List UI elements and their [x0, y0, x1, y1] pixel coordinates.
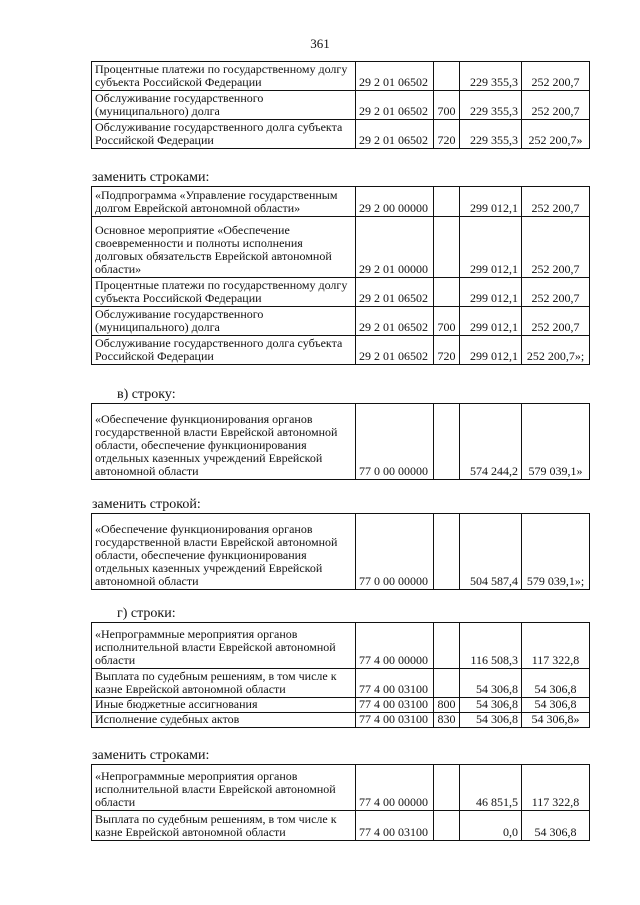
row-code: 77 4 00 03100	[356, 713, 434, 728]
row-value-1: 299 012,1	[460, 336, 522, 365]
row-vr	[434, 669, 460, 698]
table-row	[92, 811, 590, 841]
row-name: Процентные платежи по государственному долгу субъекта Российской Федерации	[92, 278, 356, 307]
row-value-2: 117 322,8	[522, 623, 590, 669]
row-vr: 700	[434, 91, 460, 120]
table-row	[92, 698, 590, 713]
row-code: 77 4 00 03100	[356, 669, 434, 698]
row-value-1: 229 355,3	[460, 62, 522, 91]
row-code: 29 2 00 00000	[356, 187, 434, 217]
row-vr	[434, 765, 460, 811]
row-value-1: 116 508,3	[460, 623, 522, 669]
row-code: 29 2 01 06502	[356, 307, 434, 336]
row-name: Обслуживание государственного долга субъекта Российской Федерации	[92, 336, 356, 365]
row-value-1: 299 012,1	[460, 307, 522, 336]
section-label: заменить строками:	[92, 170, 210, 185]
row-name: Выплата по судебным решениям, в том числе к казне Еврейской автономной области	[92, 811, 356, 841]
row-vr	[434, 62, 460, 91]
row-value-1: 54 306,8	[460, 713, 522, 728]
budget-table-original-g	[91, 622, 590, 728]
row-value-2: 252 200,7»;	[522, 336, 590, 365]
table-row	[92, 623, 590, 669]
section-label: заменить строкой:	[92, 497, 201, 512]
row-value-1: 54 306,8	[460, 698, 522, 713]
row-name: Обслуживание государственного долга субъекта Российской Федерации	[92, 120, 356, 149]
row-name: Исполнение судебных актов	[92, 713, 356, 728]
row-code: 29 2 01 00000	[356, 217, 434, 278]
table-row	[92, 217, 590, 278]
budget-table-replacement-1	[91, 186, 590, 365]
budget-table-continued	[91, 61, 590, 149]
section-label: заменить строками:	[92, 748, 210, 763]
row-value-1: 574 244,2	[460, 404, 522, 480]
row-value-1: 229 355,3	[460, 91, 522, 120]
row-value-2: 54 306,8»	[522, 713, 590, 728]
row-vr: 830	[434, 713, 460, 728]
table-row	[92, 187, 590, 217]
row-name: Основное мероприятие «Обеспечение своевременности и полноты исполнения долговых обязательств Еврейской автономной области»	[92, 217, 356, 278]
row-value-2: 252 200,7»	[522, 120, 590, 149]
budget-table-replacement-v	[91, 513, 590, 590]
row-vr: 700	[434, 307, 460, 336]
row-vr	[434, 404, 460, 480]
row-value-2: 54 306,8	[522, 811, 590, 841]
row-code: 29 2 01 06502	[356, 336, 434, 365]
row-vr: 720	[434, 120, 460, 149]
row-code: 77 4 00 00000	[356, 623, 434, 669]
row-value-2: 252 200,7	[522, 62, 590, 91]
row-vr	[434, 217, 460, 278]
row-value-2: 117 322,8	[522, 765, 590, 811]
row-value-2: 54 306,8	[522, 669, 590, 698]
row-value-1: 299 012,1	[460, 217, 522, 278]
row-value-1: 504 587,4	[460, 514, 522, 590]
row-code: 29 2 01 06502	[356, 120, 434, 149]
row-value-1: 229 355,3	[460, 120, 522, 149]
row-code: 77 0 00 00000	[356, 404, 434, 480]
row-name: Процентные платежи по государственному долгу субъекта Российской Федерации	[92, 62, 356, 91]
table-row	[92, 307, 590, 336]
row-value-2: 252 200,7	[522, 217, 590, 278]
row-value-2: 579 039,1»	[522, 404, 590, 480]
table-row	[92, 91, 590, 120]
row-value-2: 252 200,7	[522, 307, 590, 336]
row-vr	[434, 514, 460, 590]
row-name: Обслуживание государственного (муниципального) долга	[92, 91, 356, 120]
row-value-2: 579 039,1»;	[522, 514, 590, 590]
row-code: 77 4 00 03100	[356, 698, 434, 713]
row-value-2: 252 200,7	[522, 91, 590, 120]
row-code: 77 0 00 00000	[356, 514, 434, 590]
row-vr: 800	[434, 698, 460, 713]
row-name: «Обеспечение функционирования органов государственной власти Еврейской автономной области, обеспечение функционирования отдельных казенных учреждений Еврейской автономной области	[92, 514, 356, 590]
row-name: «Непрограммные мероприятия органов исполнительной власти Еврейской автономной области	[92, 623, 356, 669]
table-row	[92, 713, 590, 728]
row-name: Иные бюджетные ассигнования	[92, 698, 356, 713]
table-row	[92, 278, 590, 307]
row-vr	[434, 187, 460, 217]
table-row	[92, 336, 590, 365]
table-row	[92, 514, 590, 590]
row-code: 77 4 00 00000	[356, 765, 434, 811]
row-code: 77 4 00 03100	[356, 811, 434, 841]
section-label: в) строку:	[117, 387, 176, 402]
row-name: Обслуживание государственного (муниципального) долга	[92, 307, 356, 336]
row-value-1: 0,0	[460, 811, 522, 841]
row-name: «Подпрограмма «Управление государственным долгом Еврейской автономной области»	[92, 187, 356, 217]
row-value-2: 252 200,7	[522, 278, 590, 307]
row-code: 29 2 01 06502	[356, 91, 434, 120]
row-value-1: 299 012,1	[460, 187, 522, 217]
row-vr: 720	[434, 336, 460, 365]
row-value-1: 299 012,1	[460, 278, 522, 307]
row-name: Выплата по судебным решениям, в том числе к казне Еврейской автономной области	[92, 669, 356, 698]
page-number: 361	[310, 36, 330, 51]
budget-table-replacement-g	[91, 764, 590, 841]
row-code: 29 2 01 06502	[356, 278, 434, 307]
row-name: «Непрограммные мероприятия органов исполнительной власти Еврейской автономной области	[92, 765, 356, 811]
row-vr	[434, 811, 460, 841]
table-row	[92, 62, 590, 91]
table-row	[92, 669, 590, 698]
row-value-2: 54 306,8	[522, 698, 590, 713]
row-name: «Обеспечение функционирования органов государственной власти Еврейской автономной области, обеспечение функционирования отдельных казенных учреждений Еврейской автономной области	[92, 404, 356, 480]
section-label: г) строки:	[117, 606, 176, 621]
row-code: 29 2 01 06502	[356, 62, 434, 91]
table-row	[92, 765, 590, 811]
row-vr	[434, 278, 460, 307]
row-value-1: 54 306,8	[460, 669, 522, 698]
table-row	[92, 404, 590, 480]
row-value-1: 46 851,5	[460, 765, 522, 811]
row-value-2: 252 200,7	[522, 187, 590, 217]
budget-table-original-v	[91, 403, 590, 480]
row-vr	[434, 623, 460, 669]
table-row	[92, 120, 590, 149]
